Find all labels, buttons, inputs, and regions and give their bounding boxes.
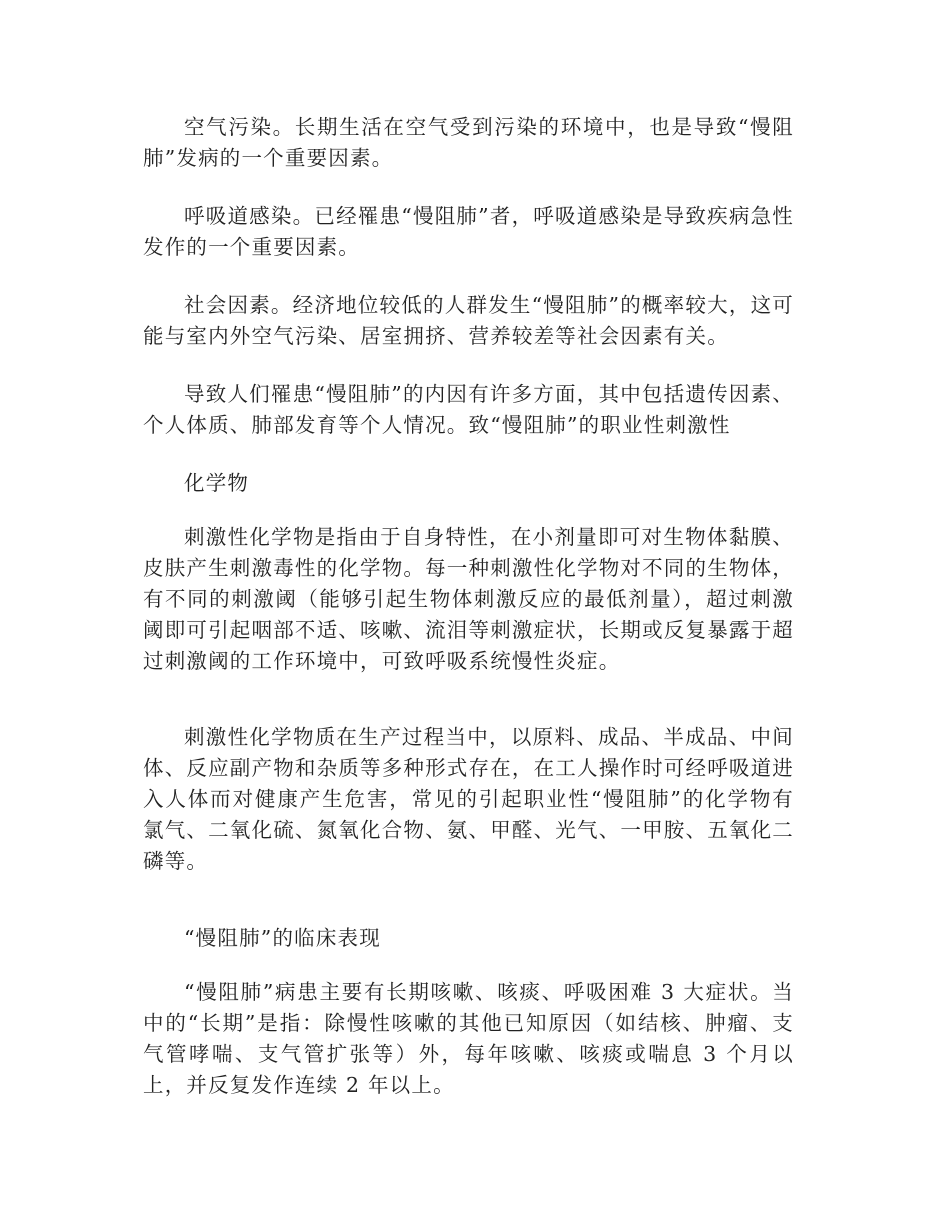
paragraph-symptoms: “慢阻肺”病患主要有长期咳嗽、咳痰、呼吸困难 3 大症状。当中的“长期”是指：除慢性咳嗽的其他已知原因（如结核、肿瘤、支气管哮喘、支气管扩张等）外，每年咳嗽、咳痰或喘息 3 个月以上，并反复发作连续 2 年以上。 — [143, 980, 794, 1097]
paragraph-respiratory-infection: 呼吸道感染。已经罹患“慢阻肺”者，呼吸道感染是导致疾病急性发作的一个重要因素。 — [143, 204, 794, 259]
paragraph-internal-causes: 导致人们罹患“慢阻肺”的内因有许多方面，其中包括遗传因素、个人体质、肺部发育等个人情况。致“慢阻肺”的职业性刺激性 — [143, 382, 794, 437]
paragraph-irritant-definition: 刺激性化学物是指由于自身特性，在小剂量即可对生物体黏膜、皮肤产生刺激毒性的化学物。每一种刺激性化学物对不同的生物体，有不同的刺激阈（能够引起生物体刺激反应的最低剂量），超过刺激阈即可引起咽部不适、咳嗽、流泪等刺激症状，长期或反复暴露于超过刺激阈的工作环境中，可致呼吸系统慢性炎症。 — [143, 525, 794, 673]
paragraph-social-factors: 社会因素。经济地位较低的人群发生“慢阻肺”的概率较大，这可能与室内外空气污染、居室拥挤、营养较差等社会因素有关。 — [143, 293, 794, 348]
heading-chemicals: 化学物 — [184, 471, 250, 495]
heading-clinical-manifestations: “慢阻肺”的临床表现 — [184, 926, 381, 950]
paragraph-air-pollution: 空气污染。长期生活在空气受到污染的环境中，也是导致“慢阻肺”发病的一个重要因素。 — [143, 115, 794, 170]
paragraph-irritant-production: 刺激性化学物质在生产过程当中，以原料、成品、半成品、中间体、反应副产物和杂质等多种形式存在，在工人操作时可经呼吸道进入人体而对健康产生危害，常见的引起职业性“慢阻肺”的化学物有氯气、二氧化硫、氮氧化合物、氨、甲醛、光气、一甲胺、五氧化二磷等。 — [143, 725, 794, 873]
